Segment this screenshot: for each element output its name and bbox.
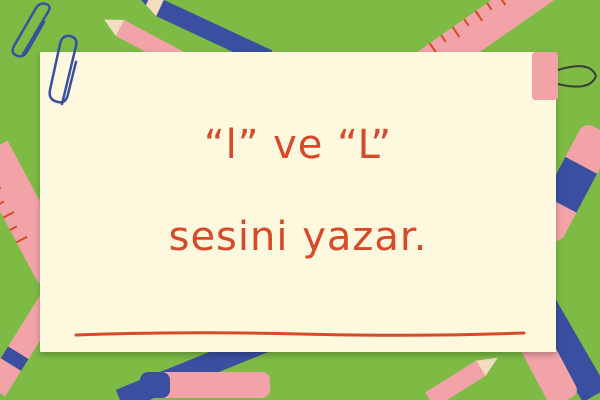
pencil-icon [425,350,502,400]
pencil-icon [140,372,270,398]
card-subtitle-line: sesini yazar. [168,214,428,260]
underline-stroke [74,328,526,340]
note-card [40,52,556,352]
card-title-line: “l” ve “L” [203,122,393,168]
